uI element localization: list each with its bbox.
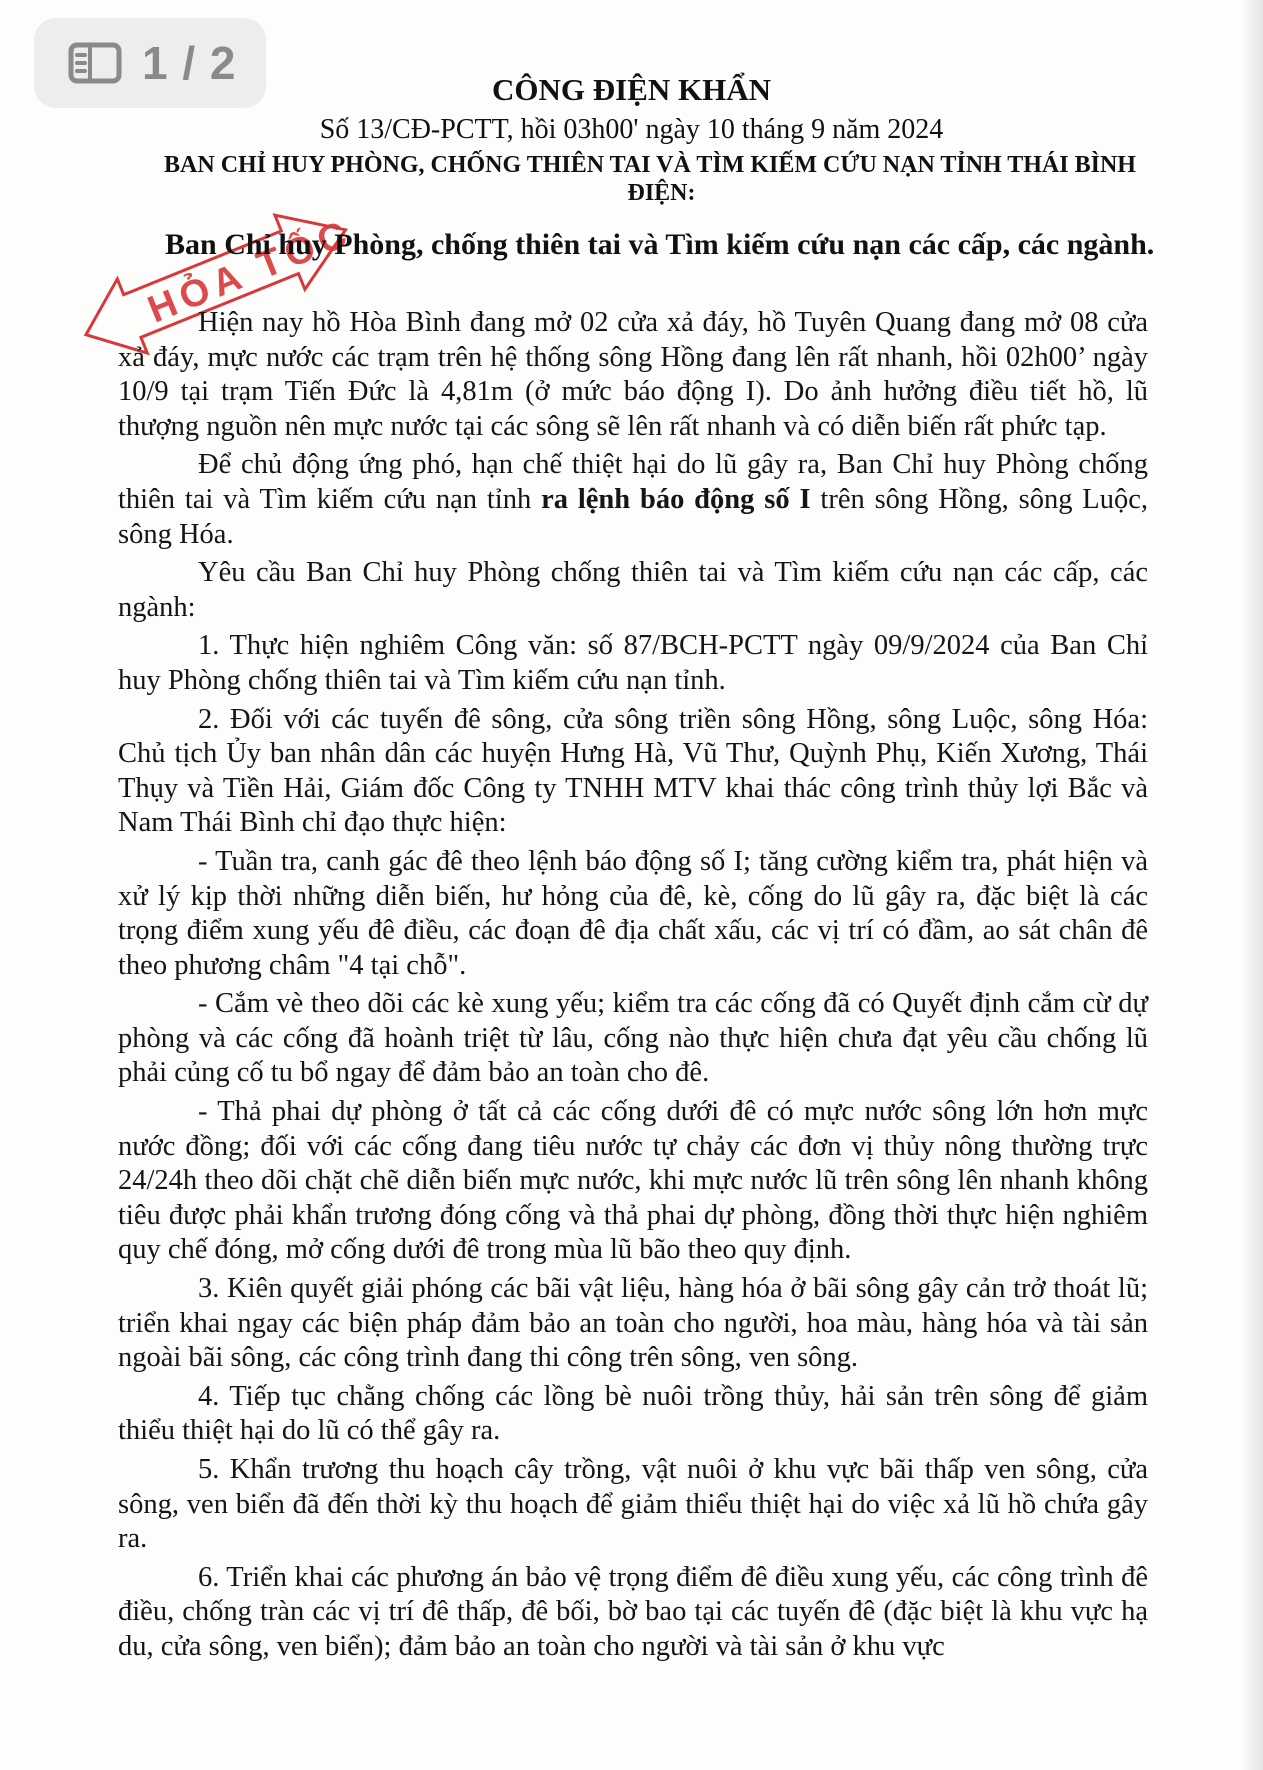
list-item: 2. Đối với các tuyến đê sông, cửa sông triền sông Hồng, sông Luộc, sông Hóa: Chủ tịch Ủy ban nhân dân các huyện Hưng Hà, Vũ Thư, Quỳnh Phụ, Kiến Xương, Thái Thụy và Tiền Hải, Giám đốc Công ty TNHH MTV khai thác công trình thủy lợi Bắc và Nam Thái Bình chỉ đạo thực hiện: — [118, 703, 1148, 839]
page-edge-shadow — [1241, 0, 1263, 1770]
list-item: 4. Tiếp tục chằng chống các lồng bè nuôi trồng thủy, hải sản trên sông để giảm thiểu thiệt hại do lũ có thể gây ra. — [118, 1380, 1148, 1447]
paragraph-request: Yêu cầu Ban Chỉ huy Phòng chống thiên tai và Tìm kiếm cứu nạn các cấp, các ngành: — [118, 557, 1148, 623]
svg-text:HỎA TỐC: HỎA TỐC — [142, 211, 359, 332]
document-title: CÔNG ĐIỆN KHẨN — [491, 72, 771, 107]
list-item: 1. Thực hiện nghiêm Công văn: số 87/BCH-PCTT ngày 09/9/2024 của Ban Chỉ huy Phòng chống thiên tai và Tìm kiếm cứu nạn tỉnh. — [118, 630, 1148, 696]
dash-item: - Thả phai dự phòng ở tất cả các cống dưới đê có mực nước sông lớn hơn mực nước đồng; đối với các cống đang tiêu nước tự chảy các đơn vị thủy nông thường trực 24/24h theo dõi chặt chẽ diễn biến mực nước, khi mực nước lũ trên sông lên nhanh không tiêu được phải khẩn trương đóng cống và thả phai dự phòng, đồng thời thực hiện nghiêm quy chế đóng, mở cống dưới đê trong mùa lũ bão theo quy định. — [118, 1096, 1148, 1266]
dash-item: - Tuần tra, canh gác đê theo lệnh báo động số I; tăng cường kiểm tra, phát hiện và xử lý kịp thời những diễn biến, hư hỏng của đê, kè, cống do lũ gây ra, đặc biệt là các trọng điểm xung yếu đê điều, các đoạn đê địa chất xấu, các vị trí có đầm, ao sát chân đê theo phương châm "4 tại chỗ". — [118, 845, 1148, 981]
list-item: 5. Khẩn trương thu hoạch cây trồng, vật nuôi ở khu vực bãi thấp ven sông, cửa sông, ven biển đã đến thời kỳ thu hoạch để giảm thiểu thiệt hại do việc xả lũ hồ chứa gây ra. — [118, 1454, 1148, 1555]
issuing-agency: BAN CHỈ HUY PHÒNG, CHỐNG THIÊN TAI VÀ TÌM KIẾM CỨU NẠN TỈNH THÁI BÌNH — [164, 152, 1136, 178]
alarm-order-emphasis: ra lệnh báo động số I — [541, 483, 811, 515]
document-number: Số 13/CĐ-PCTT, hồi 03h00' ngày 10 tháng 9 năm 2024 — [319, 114, 944, 145]
paragraph-situation: Hiện nay hồ Hòa Bình đang mở 02 cửa xả đáy, hồ Tuyên Quang đang mở 08 cửa xả đáy, mực nước các trạm trên hệ thống sông Hồng đang lên rất nhanh, hồi 02h00’ ngày 10/9 tại trạm Tiến Đức là 4,81m (ở mức báo động I). Do ảnh hưởng điều tiết hồ, lũ thượng nguồn nên mực nước tại các sông sẽ lên rất nhanh và có diễn biến rất phức tạp. — [118, 307, 1148, 442]
dien-label: ĐIỆN: — [627, 180, 696, 206]
paragraph-alarm-order: Để chủ động ứng phó, hạn chế thiệt hại do lũ gây ra, Ban Chỉ huy Phòng chống thiên tai và Tìm kiếm cứu nạn tỉnh ra lệnh báo động số I trên sông Hồng, sông Luộc, sông Hóa. — [118, 449, 1148, 550]
document-body — [118, 306, 1148, 1669]
list-item: 3. Kiên quyết giải phóng các bãi vật liệu, hàng hóa ở bãi sông gây cản trở thoát lũ; triển khai ngay các biện pháp đảm bảo an toàn cho người, hoa màu, hàng hóa và tài sản ngoài bãi sông, các công trình đang thi công trên sông, ven sông. — [118, 1273, 1148, 1374]
page-count: 1 / 2 — [142, 37, 237, 89]
list-item: 6. Triển khai các phương án bảo vệ trọng điểm đê điều xung yếu, các công trình đê điều, chống tràn các vị trí đê thấp, đê bối, bờ bao tại các tuyến đê (đặc biệt là khu vực hạ du, cửa sông, ven biển); đảm bảo an toàn cho người và tài sản ở khu vực — [118, 1561, 1148, 1662]
recipients-line: Ban Chỉ huy Phòng, chống thiên tai và Tìm kiếm cứu nạn các cấp, các ngành. — [165, 228, 1155, 261]
dash-item: - Cắm vè theo dõi các kè xung yếu; kiểm tra các cống đã có Quyết định cắm cừ dự phòng và các cống đã hoành triệt từ lâu, cống nào thực hiện chưa đạt yêu cầu chống lũ phải củng cố tu bổ ngay để đảm bảo an toàn cho đê. — [118, 988, 1148, 1089]
